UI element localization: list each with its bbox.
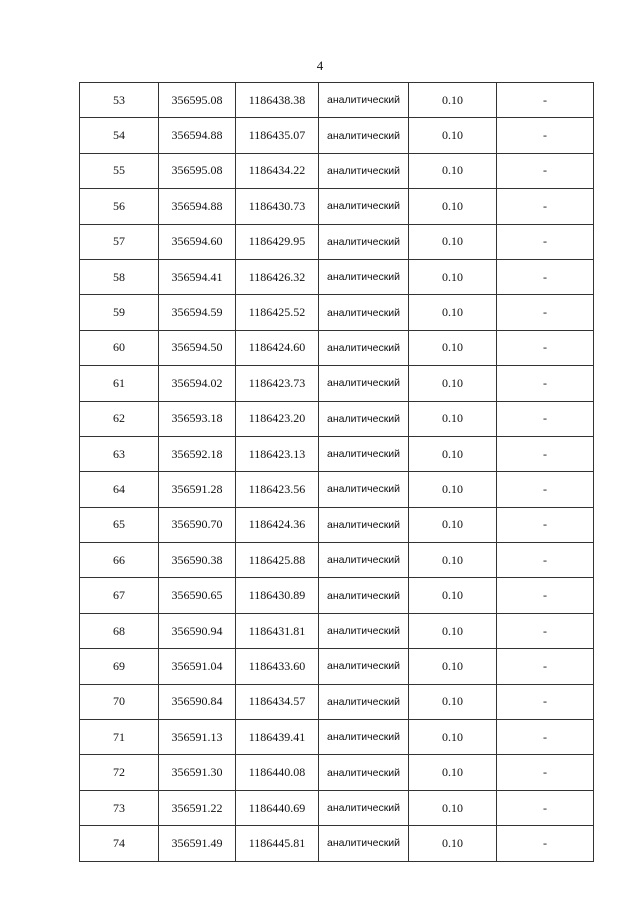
method-cell: аналитический xyxy=(319,826,409,861)
note-cell: - xyxy=(497,189,594,224)
y-coordinate-cell: 1186440.69 xyxy=(236,790,319,825)
y-coordinate-cell: 1186433.60 xyxy=(236,649,319,684)
method-cell: аналитический xyxy=(319,578,409,613)
point-number-cell: 70 xyxy=(80,684,159,719)
note-cell: - xyxy=(497,259,594,294)
point-number-cell: 56 xyxy=(80,189,159,224)
table-row xyxy=(80,578,594,613)
table-row xyxy=(80,755,594,790)
method-cell: аналитический xyxy=(319,472,409,507)
x-coordinate-cell: 356594.88 xyxy=(159,189,236,224)
accuracy-cell: 0.10 xyxy=(409,684,497,719)
table-row xyxy=(80,649,594,684)
table-row xyxy=(80,330,594,365)
x-coordinate-cell: 356594.60 xyxy=(159,224,236,259)
y-coordinate-cell: 1186435.07 xyxy=(236,118,319,153)
y-coordinate-cell: 1186424.60 xyxy=(236,330,319,365)
point-number-cell: 64 xyxy=(80,472,159,507)
accuracy-cell: 0.10 xyxy=(409,755,497,790)
point-number-cell: 60 xyxy=(80,330,159,365)
note-cell: - xyxy=(497,153,594,188)
x-coordinate-cell: 356592.18 xyxy=(159,436,236,471)
y-coordinate-cell: 1186430.73 xyxy=(236,189,319,224)
method-cell: аналитический xyxy=(319,295,409,330)
y-coordinate-cell: 1186423.20 xyxy=(236,401,319,436)
method-cell: аналитический xyxy=(319,401,409,436)
x-coordinate-cell: 356591.13 xyxy=(159,720,236,755)
coordinates-table xyxy=(79,82,594,862)
y-coordinate-cell: 1186434.22 xyxy=(236,153,319,188)
x-coordinate-cell: 356594.88 xyxy=(159,118,236,153)
accuracy-cell: 0.10 xyxy=(409,613,497,648)
y-coordinate-cell: 1186440.08 xyxy=(236,755,319,790)
point-number-cell: 53 xyxy=(80,83,159,118)
x-coordinate-cell: 356591.28 xyxy=(159,472,236,507)
table-row xyxy=(80,826,594,861)
note-cell: - xyxy=(497,366,594,401)
table-row xyxy=(80,684,594,719)
accuracy-cell: 0.10 xyxy=(409,366,497,401)
accuracy-cell: 0.10 xyxy=(409,224,497,259)
method-cell: аналитический xyxy=(319,436,409,471)
accuracy-cell: 0.10 xyxy=(409,507,497,542)
method-cell: аналитический xyxy=(319,366,409,401)
accuracy-cell: 0.10 xyxy=(409,118,497,153)
accuracy-cell: 0.10 xyxy=(409,720,497,755)
accuracy-cell: 0.10 xyxy=(409,472,497,507)
method-cell: аналитический xyxy=(319,189,409,224)
accuracy-cell: 0.10 xyxy=(409,578,497,613)
page-number: 4 xyxy=(316,58,324,73)
x-coordinate-cell: 356591.22 xyxy=(159,790,236,825)
note-cell: - xyxy=(497,578,594,613)
accuracy-cell: 0.10 xyxy=(409,401,497,436)
table-row xyxy=(80,790,594,825)
table-row xyxy=(80,472,594,507)
point-number-cell: 73 xyxy=(80,790,159,825)
accuracy-cell: 0.10 xyxy=(409,295,497,330)
method-cell: аналитический xyxy=(319,720,409,755)
note-cell: - xyxy=(497,295,594,330)
note-cell: - xyxy=(497,613,594,648)
point-number-cell: 69 xyxy=(80,649,159,684)
method-cell: аналитический xyxy=(319,543,409,578)
y-coordinate-cell: 1186434.57 xyxy=(236,684,319,719)
table-row xyxy=(80,543,594,578)
table-row xyxy=(80,295,594,330)
note-cell: - xyxy=(497,472,594,507)
note-cell: - xyxy=(497,118,594,153)
y-coordinate-cell: 1186429.95 xyxy=(236,224,319,259)
point-number-cell: 57 xyxy=(80,224,159,259)
point-number-cell: 67 xyxy=(80,578,159,613)
y-coordinate-cell: 1186423.73 xyxy=(236,366,319,401)
y-coordinate-cell: 1186439.41 xyxy=(236,720,319,755)
method-cell: аналитический xyxy=(319,118,409,153)
accuracy-cell: 0.10 xyxy=(409,790,497,825)
accuracy-cell: 0.10 xyxy=(409,330,497,365)
note-cell: - xyxy=(497,330,594,365)
table-row xyxy=(80,401,594,436)
x-coordinate-cell: 356595.08 xyxy=(159,153,236,188)
y-coordinate-cell: 1186431.81 xyxy=(236,613,319,648)
x-coordinate-cell: 356595.08 xyxy=(159,83,236,118)
point-number-cell: 59 xyxy=(80,295,159,330)
y-coordinate-cell: 1186424.36 xyxy=(236,507,319,542)
table-row xyxy=(80,613,594,648)
method-cell: аналитический xyxy=(319,684,409,719)
point-number-cell: 58 xyxy=(80,259,159,294)
accuracy-cell: 0.10 xyxy=(409,259,497,294)
point-number-cell: 72 xyxy=(80,755,159,790)
y-coordinate-cell: 1186423.56 xyxy=(236,472,319,507)
x-coordinate-cell: 356591.49 xyxy=(159,826,236,861)
method-cell: аналитический xyxy=(319,755,409,790)
accuracy-cell: 0.10 xyxy=(409,83,497,118)
method-cell: аналитический xyxy=(319,330,409,365)
method-cell: аналитический xyxy=(319,224,409,259)
x-coordinate-cell: 356594.41 xyxy=(159,259,236,294)
x-coordinate-cell: 356594.59 xyxy=(159,295,236,330)
note-cell: - xyxy=(497,720,594,755)
x-coordinate-cell: 356594.50 xyxy=(159,330,236,365)
table-row xyxy=(80,507,594,542)
table-row xyxy=(80,224,594,259)
accuracy-cell: 0.10 xyxy=(409,649,497,684)
point-number-cell: 55 xyxy=(80,153,159,188)
note-cell: - xyxy=(497,507,594,542)
x-coordinate-cell: 356590.70 xyxy=(159,507,236,542)
coordinates-table-body xyxy=(80,83,594,862)
method-cell: аналитический xyxy=(319,259,409,294)
table-row xyxy=(80,153,594,188)
point-number-cell: 68 xyxy=(80,613,159,648)
x-coordinate-cell: 356590.38 xyxy=(159,543,236,578)
note-cell: - xyxy=(497,649,594,684)
note-cell: - xyxy=(497,543,594,578)
y-coordinate-cell: 1186438.38 xyxy=(236,83,319,118)
point-number-cell: 74 xyxy=(80,826,159,861)
y-coordinate-cell: 1186430.89 xyxy=(236,578,319,613)
y-coordinate-cell: 1186423.13 xyxy=(236,436,319,471)
method-cell: аналитический xyxy=(319,83,409,118)
x-coordinate-cell: 356590.84 xyxy=(159,684,236,719)
point-number-cell: 63 xyxy=(80,436,159,471)
table-row xyxy=(80,118,594,153)
table-row xyxy=(80,720,594,755)
note-cell: - xyxy=(497,684,594,719)
note-cell: - xyxy=(497,224,594,259)
table-row xyxy=(80,83,594,118)
point-number-cell: 62 xyxy=(80,401,159,436)
point-number-cell: 61 xyxy=(80,366,159,401)
point-number-cell: 71 xyxy=(80,720,159,755)
note-cell: - xyxy=(497,83,594,118)
note-cell: - xyxy=(497,790,594,825)
note-cell: - xyxy=(497,755,594,790)
accuracy-cell: 0.10 xyxy=(409,436,497,471)
method-cell: аналитический xyxy=(319,790,409,825)
method-cell: аналитический xyxy=(319,613,409,648)
method-cell: аналитический xyxy=(319,507,409,542)
y-coordinate-cell: 1186425.88 xyxy=(236,543,319,578)
accuracy-cell: 0.10 xyxy=(409,543,497,578)
x-coordinate-cell: 356590.94 xyxy=(159,613,236,648)
y-coordinate-cell: 1186445.81 xyxy=(236,826,319,861)
accuracy-cell: 0.10 xyxy=(409,826,497,861)
table-row xyxy=(80,259,594,294)
method-cell: аналитический xyxy=(319,153,409,188)
accuracy-cell: 0.10 xyxy=(409,153,497,188)
point-number-cell: 66 xyxy=(80,543,159,578)
x-coordinate-cell: 356593.18 xyxy=(159,401,236,436)
table-row xyxy=(80,189,594,224)
y-coordinate-cell: 1186426.32 xyxy=(236,259,319,294)
method-cell: аналитический xyxy=(319,649,409,684)
x-coordinate-cell: 356591.04 xyxy=(159,649,236,684)
x-coordinate-cell: 356590.65 xyxy=(159,578,236,613)
x-coordinate-cell: 356594.02 xyxy=(159,366,236,401)
note-cell: - xyxy=(497,826,594,861)
table-row xyxy=(80,436,594,471)
point-number-cell: 65 xyxy=(80,507,159,542)
note-cell: - xyxy=(497,401,594,436)
accuracy-cell: 0.10 xyxy=(409,189,497,224)
x-coordinate-cell: 356591.30 xyxy=(159,755,236,790)
y-coordinate-cell: 1186425.52 xyxy=(236,295,319,330)
point-number-cell: 54 xyxy=(80,118,159,153)
table-row xyxy=(80,366,594,401)
note-cell: - xyxy=(497,436,594,471)
